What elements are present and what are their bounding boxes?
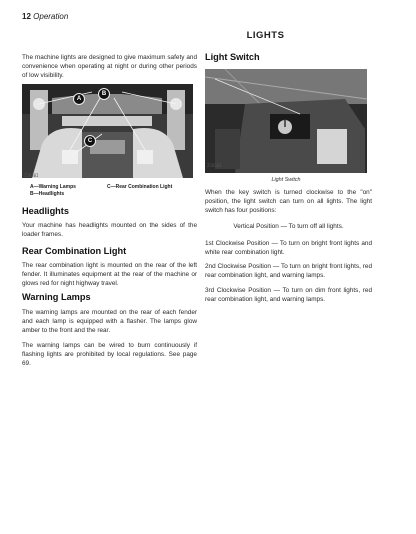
position-3rd: 3rd Clockwise Position — To turn on dim front lights, red rear combination light, and warning lamps. xyxy=(205,287,372,304)
position-1st: 1st Clockwise Position — To turn on bright front lights and white rear combination light. xyxy=(205,240,372,257)
page-number: 12 xyxy=(22,12,31,21)
warning-lamps-heading: Warning Lamps xyxy=(22,292,91,302)
page-title: LIGHTS xyxy=(246,30,285,41)
switch-figure-code: Z2830I xyxy=(207,163,222,168)
callout-a: A xyxy=(73,93,85,105)
warning-lamps-text-1: The warning lamps are mounted on the rear of each fender and each lamp is equipped with a flasher. The lamps glow amber to the front and the rear. xyxy=(22,309,197,335)
headlights-heading: Headlights xyxy=(22,206,69,216)
position-vertical: Vertical Position — To turn off all lights. xyxy=(233,223,344,230)
light-switch-photo xyxy=(205,69,367,173)
caption-warning-lamps: A—Warning Lamps xyxy=(30,184,76,190)
light-switch-caption: Light Switch xyxy=(271,177,301,183)
warning-lamps-text-2: The warning lamps can be wired to burn continuously if flashing lights are prohibited by local regulations. See page 69. xyxy=(22,342,197,368)
caption-rear-light: C—Rear Combination Light xyxy=(107,184,173,190)
section-name: Operation xyxy=(33,12,69,21)
intro-paragraph: The machine lights are designed to give maximum safety and convenience when operating at night or during other periods of low visibility. xyxy=(22,54,197,80)
page-header xyxy=(22,12,68,21)
callout-b: B xyxy=(98,88,110,100)
rear-light-text: The rear combination light is mounted on the rear of the left fender. It illuminates equipment at the rear of the machine or glows red for night highway travel. xyxy=(22,262,197,288)
dashboard-illustration xyxy=(205,69,367,173)
light-switch-intro: When the key switch is turned clockwise to the "on" position, the light switch can turn on all lights. The light switch has four positions: xyxy=(205,189,372,215)
caption-headlights: B—Headlights xyxy=(30,191,65,197)
headlights-text: Your machine has headlights mounted on the sides of the loader frames. xyxy=(22,222,197,239)
rear-light-heading: Rear Combination Light xyxy=(22,246,127,256)
figure-code: Z2830I xyxy=(24,173,39,178)
callout-c: C xyxy=(84,135,96,147)
position-2nd: 2nd Clockwise Position — To turn on bright front lights, red rear combination light, and warning lamps. xyxy=(205,263,372,280)
light-switch-heading: Light Switch xyxy=(205,52,260,62)
